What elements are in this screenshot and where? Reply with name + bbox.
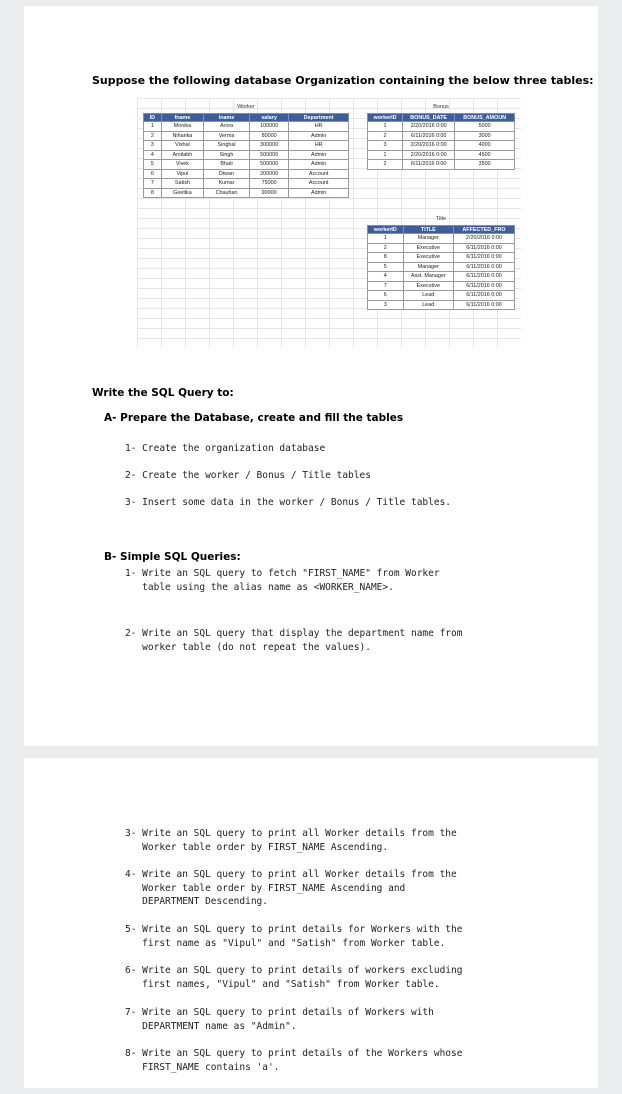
- worker-table-caption: Worker: [237, 104, 255, 110]
- table-cell: 5000: [455, 122, 515, 132]
- table-cell: 300000: [249, 141, 288, 151]
- section-b-item: 2- Write an SQL query that display the department name from worker table (do not repeat the values).: [125, 628, 463, 653]
- table-cell: 1: [368, 234, 404, 244]
- spreadsheet-image: [137, 98, 521, 348]
- table-cell: 4000: [455, 141, 515, 151]
- table-cell: Vishal: [161, 141, 203, 151]
- table-cell: Executive: [403, 243, 453, 253]
- table-cell: 8: [144, 188, 162, 198]
- table-cell: 75000: [249, 179, 288, 189]
- table-cell: Singhal: [204, 141, 250, 151]
- worker-table: [143, 113, 349, 198]
- table-cell: Satish: [161, 179, 203, 189]
- table-cell: 100000: [249, 122, 288, 132]
- table-cell: 7: [144, 179, 162, 189]
- table-cell: 1: [144, 122, 162, 132]
- table-cell: 3: [368, 300, 404, 310]
- table-row: [144, 160, 349, 170]
- table-cell: Kumar: [204, 179, 250, 189]
- table-cell: HR: [289, 141, 349, 151]
- table-row: [368, 253, 515, 263]
- table-row: [368, 281, 515, 291]
- table-cell: Manager: [403, 262, 453, 272]
- table-cell: 500000: [249, 160, 288, 170]
- table-cell: HR: [289, 122, 349, 132]
- table-cell: 5: [368, 262, 404, 272]
- table-cell: Account: [289, 179, 349, 189]
- worker-table-header-row: [144, 114, 349, 122]
- table-cell: Monika: [161, 122, 203, 132]
- table-cell: 8: [368, 253, 404, 263]
- column-header: workerID: [368, 226, 404, 234]
- table-cell: Admin: [289, 188, 349, 198]
- table-cell: 3: [144, 141, 162, 151]
- table-row: [368, 234, 515, 244]
- section-b-title: B- Simple SQL Queries:: [104, 551, 241, 563]
- query-item: 3- Write an SQL query to print all Worker details from the Worker table order by FIRST_NAME Ascending.: [125, 828, 457, 853]
- table-cell: 6/11/2016 0:00: [453, 291, 514, 301]
- title-table-header-row: [368, 226, 515, 234]
- table-row: [368, 262, 515, 272]
- table-cell: 2: [368, 243, 404, 253]
- table-cell: 6: [144, 169, 162, 179]
- table-cell: Amitabh: [161, 150, 203, 160]
- table-row: [368, 122, 515, 132]
- table-row: [368, 300, 515, 310]
- title-table-caption: Title: [435, 216, 447, 222]
- table-cell: Executive: [403, 281, 453, 291]
- write-heading: Write the SQL Query to:: [92, 387, 234, 399]
- table-row: [368, 272, 515, 282]
- table-cell: 6/11/2016 0:00: [453, 243, 514, 253]
- table-cell: 90000: [249, 188, 288, 198]
- table-cell: Admin: [289, 131, 349, 141]
- section-a-item: 2- Create the worker / Bonus / Title tables: [125, 470, 371, 481]
- table-cell: 4: [144, 150, 162, 160]
- column-header: BONUS_AMOUN: [455, 114, 515, 122]
- query-item: 6- Write an SQL query to print details of workers excluding first names, "Vipul" and "Satish" from Worker table.: [125, 965, 463, 990]
- table-cell: 200000: [249, 169, 288, 179]
- query-item: 5- Write an SQL query to print details for Workers with the first name as "Vipul" and "Satish" from Worker table.: [125, 924, 463, 949]
- section-a-item: 1- Create the organization database: [125, 443, 326, 454]
- document-page-1: [24, 6, 598, 746]
- table-row: [144, 122, 349, 132]
- query-item: 8- Write an SQL query to print details of the Workers whose FIRST_NAME contains 'a'.: [125, 1048, 463, 1073]
- table-cell: Geetika: [161, 188, 203, 198]
- table-row: [368, 160, 515, 170]
- table-row: [368, 131, 515, 141]
- table-cell: 6/11/2016 0:00: [453, 281, 514, 291]
- table-cell: 2/20/2016 0:00: [453, 234, 514, 244]
- table-cell: Executive: [403, 253, 453, 263]
- bonus-table: [367, 113, 515, 170]
- table-cell: Diwan: [204, 169, 250, 179]
- document-page-2: [24, 758, 598, 1088]
- table-row: [144, 141, 349, 151]
- table-cell: 7: [368, 281, 404, 291]
- table-cell: Admin: [289, 160, 349, 170]
- table-row: [368, 141, 515, 151]
- section-a-title: A- Prepare the Database, create and fill the tables: [104, 412, 404, 424]
- table-cell: Niharika: [161, 131, 203, 141]
- table-cell: Vipul: [161, 169, 203, 179]
- table-cell: 3000: [455, 131, 515, 141]
- table-cell: 6/11/2016 0:00: [403, 160, 455, 170]
- section-b-item: 1- Write an SQL query to fetch "FIRST_NAME" from Worker table using the alias name as <WORKER_NAME>.: [125, 568, 440, 593]
- table-cell: Bhati: [204, 160, 250, 170]
- column-header: Department: [289, 114, 349, 122]
- table-cell: 6/11/2016 0:00: [453, 300, 514, 310]
- table-cell: Chauhan: [204, 188, 250, 198]
- table-cell: Lead: [403, 291, 453, 301]
- table-cell: Manager: [403, 234, 453, 244]
- table-cell: 3500: [455, 160, 515, 170]
- table-cell: 4500: [455, 150, 515, 160]
- table-cell: 6/11/2016 0:00: [453, 253, 514, 263]
- table-cell: 2/20/2016 0:00: [403, 141, 455, 151]
- table-cell: 2/20/2016 0:00: [403, 150, 455, 160]
- table-row: [368, 291, 515, 301]
- table-cell: 6/11/2016 0:00: [453, 262, 514, 272]
- column-header: salary: [249, 114, 288, 122]
- table-cell: 80000: [249, 131, 288, 141]
- table-cell: 6/11/2016 0:00: [453, 272, 514, 282]
- table-row: [144, 131, 349, 141]
- table-cell: 500000: [249, 150, 288, 160]
- bonus-table-header-row: [368, 114, 515, 122]
- column-header: lname: [204, 114, 250, 122]
- bonus-table-caption: Bonus: [433, 104, 449, 110]
- table-cell: Account: [289, 169, 349, 179]
- table-row: [144, 169, 349, 179]
- table-cell: 4: [368, 272, 404, 282]
- table-row: [144, 179, 349, 189]
- column-header: workerID: [368, 114, 403, 122]
- section-a-item: 3- Insert some data in the worker / Bonus / Title tables.: [125, 497, 452, 508]
- table-cell: 3: [368, 141, 403, 151]
- table-cell: Arora: [204, 122, 250, 132]
- intro-text: Suppose the following database Organization containing the below three tables:: [92, 74, 594, 87]
- table-cell: 6: [368, 291, 404, 301]
- table-cell: 1: [368, 150, 403, 160]
- table-cell: 2: [368, 160, 403, 170]
- table-row: [144, 150, 349, 160]
- query-item: 7- Write an SQL query to print details of Workers with DEPARTMENT name as "Admin".: [125, 1007, 434, 1032]
- table-cell: Verma: [204, 131, 250, 141]
- table-cell: 6/11/2016 0:00: [403, 131, 455, 141]
- column-header: BONUS_DATE: [403, 114, 455, 122]
- table-cell: 2: [368, 131, 403, 141]
- column-header: ID: [144, 114, 162, 122]
- query-item: 4- Write an SQL query to print all Worker details from the Worker table order by FIRST_NAME Ascending and DEPARTMENT Descending.: [125, 869, 457, 907]
- table-row: [144, 188, 349, 198]
- title-table: [367, 225, 515, 310]
- table-cell: 5: [144, 160, 162, 170]
- table-row: [368, 243, 515, 253]
- table-cell: Asst. Manager: [403, 272, 453, 282]
- column-header: TITLE: [403, 226, 453, 234]
- table-cell: 2: [144, 131, 162, 141]
- table-cell: Singh: [204, 150, 250, 160]
- table-cell: Vivek: [161, 160, 203, 170]
- table-row: [368, 150, 515, 160]
- table-cell: 1: [368, 122, 403, 132]
- table-cell: 2/20/2016 0:00: [403, 122, 455, 132]
- table-cell: Admin: [289, 150, 349, 160]
- column-header: fname: [161, 114, 203, 122]
- column-header: AFFECTED_FRO: [453, 226, 514, 234]
- table-cell: Lead: [403, 300, 453, 310]
